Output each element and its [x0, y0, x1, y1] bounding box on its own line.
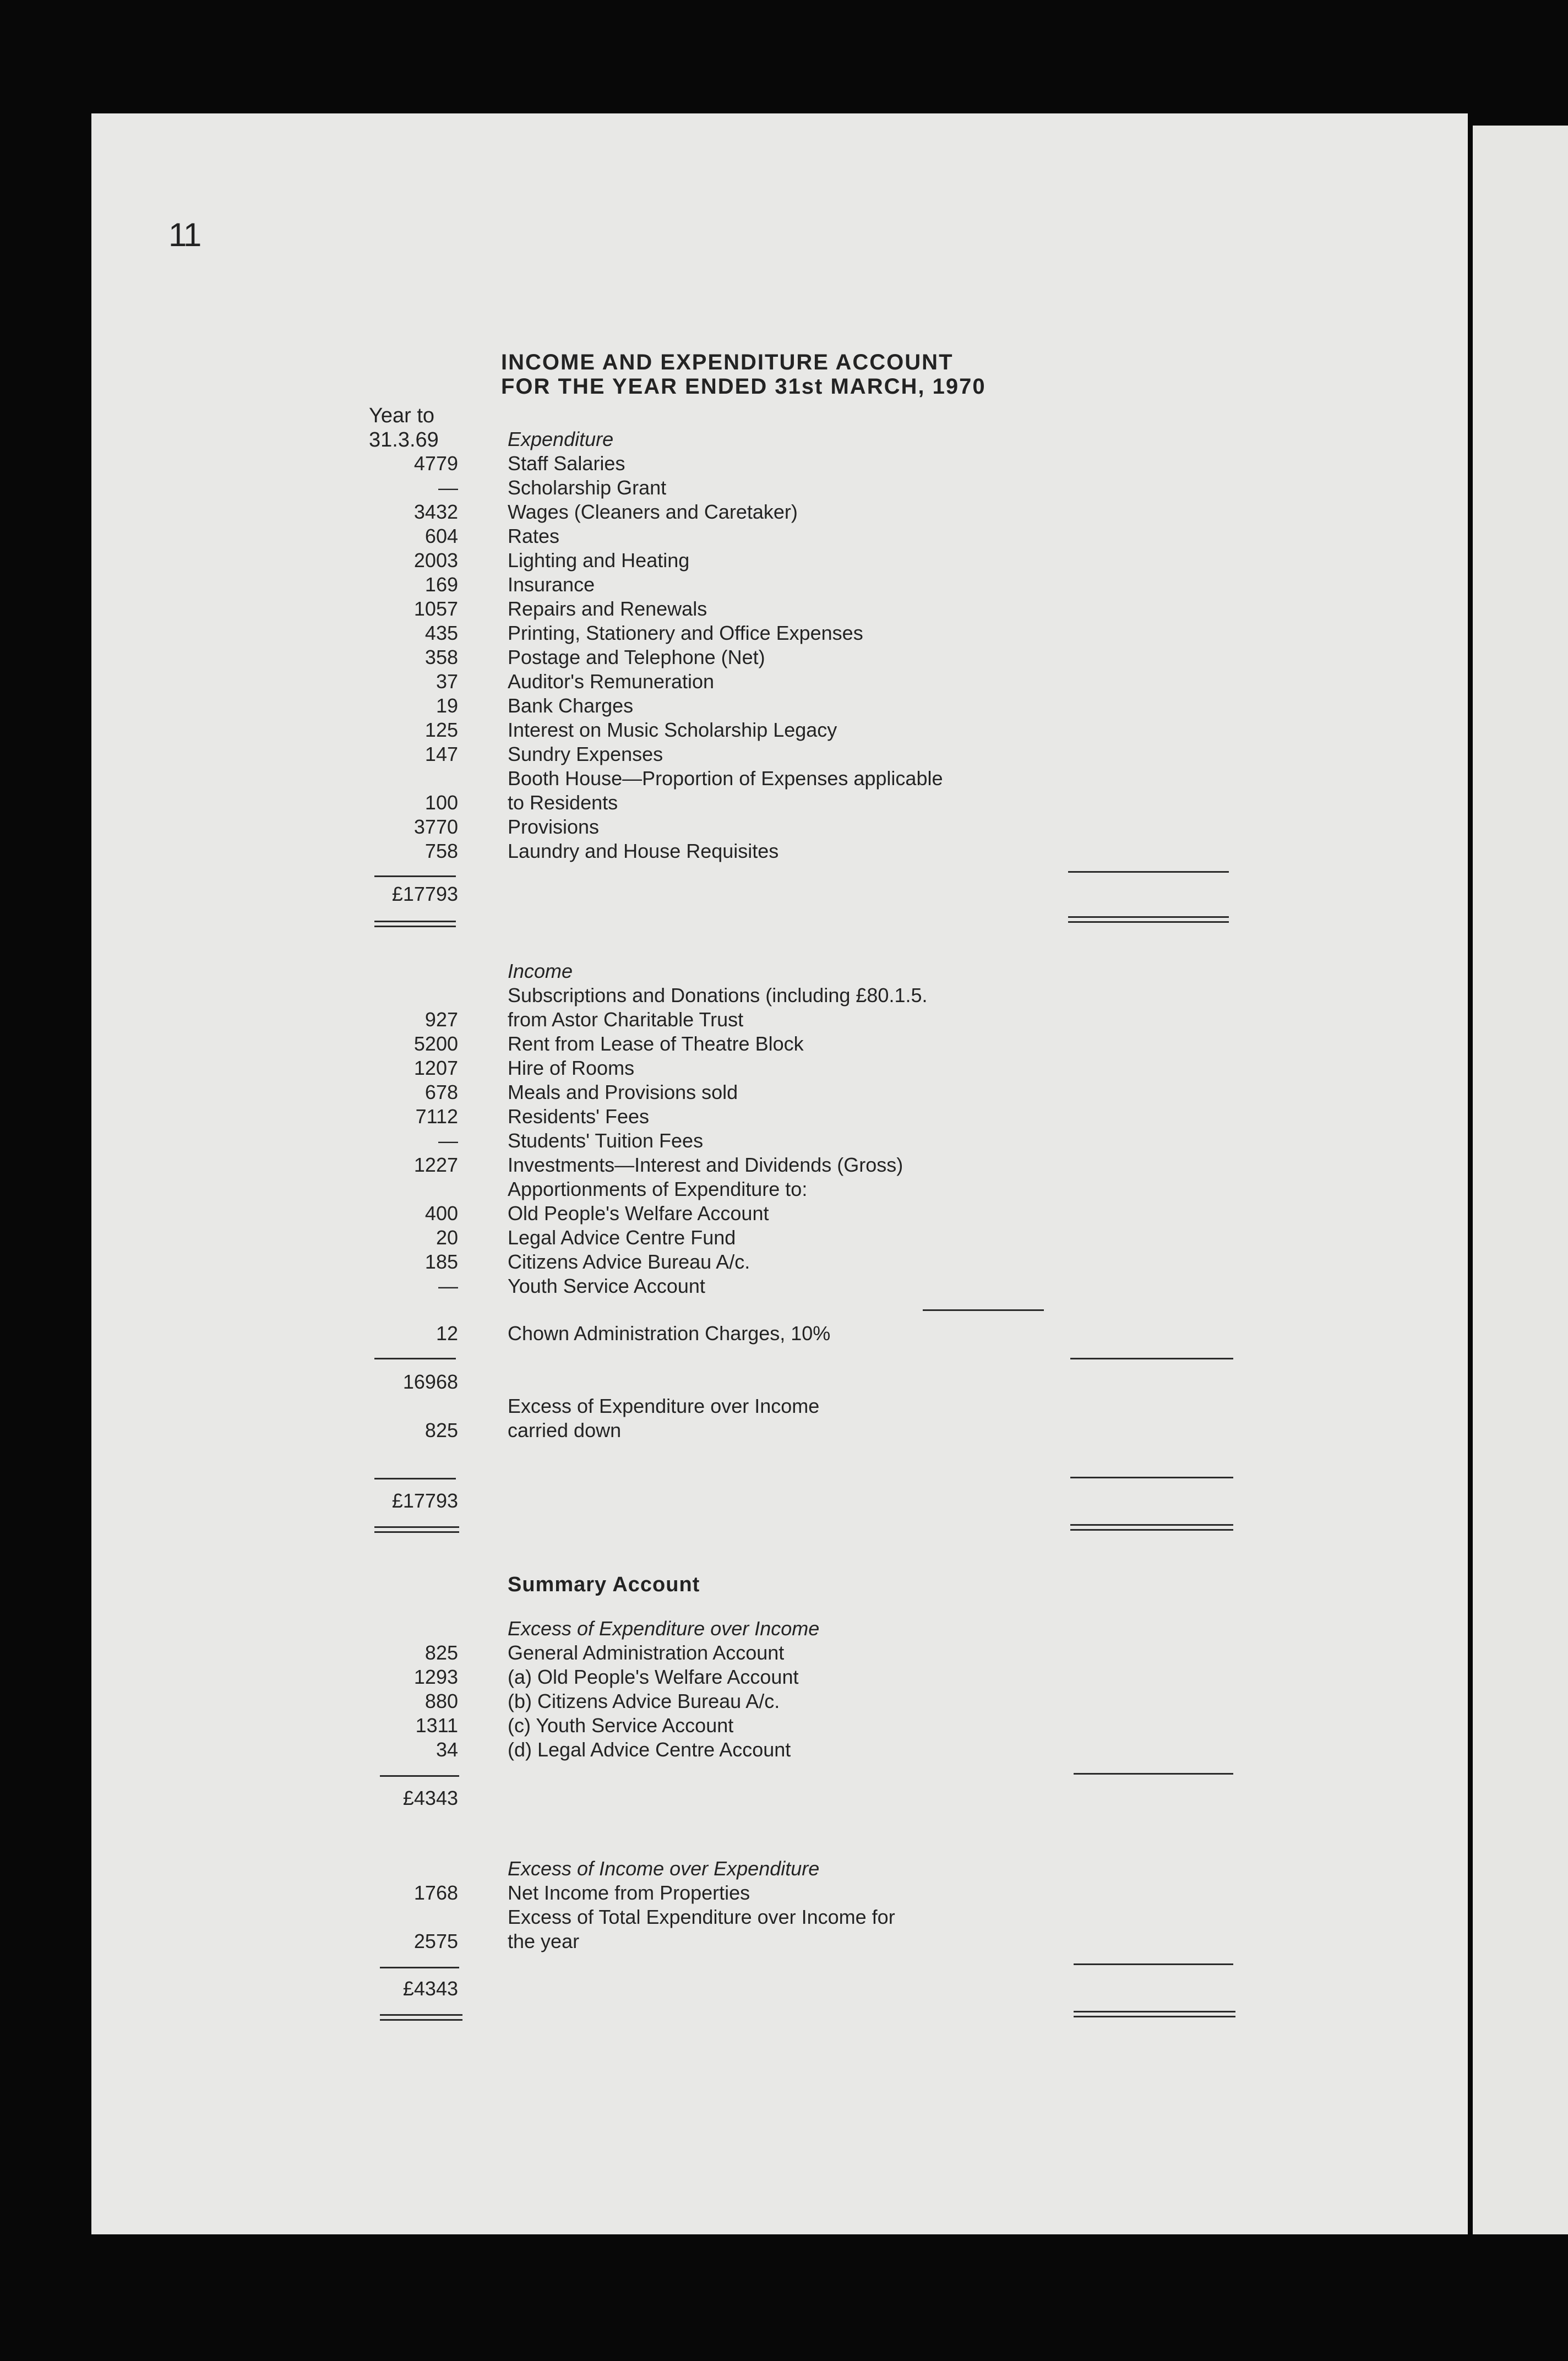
income-row — [0, 1056, 1568, 1080]
row-label: (a) Old People's Welfare Account — [508, 1666, 799, 1688]
year-header-line-2: 31.3.69 — [369, 428, 439, 451]
double-rule — [1074, 2016, 1235, 2017]
row-label: Laundry and House Requisites — [508, 840, 779, 862]
prior-year-value: 1768 — [413, 1881, 458, 1904]
excess-total-row — [0, 1929, 1568, 1954]
summary-row — [0, 1738, 1568, 1762]
row-label: Printing, Stationery and Office Expenses — [508, 622, 863, 644]
prior-year-value: £17793 — [391, 1489, 458, 1512]
prior-year-value: 4779 — [413, 452, 458, 475]
income-row — [0, 1177, 1568, 1201]
prior-year-value: — — [438, 476, 458, 499]
row-label: Rates — [508, 525, 560, 547]
income-row — [0, 1080, 1568, 1105]
rule — [1070, 1477, 1233, 1478]
apportionment-total — [0, 1297, 1568, 1321]
rule — [380, 1967, 459, 1968]
expenditure-row — [0, 815, 1568, 839]
row-label: Subscriptions and Donations (including £80.1.5. — [508, 984, 928, 1007]
year-header-line-1: Year to — [369, 404, 435, 427]
row-label: Lighting and Heating — [508, 549, 690, 572]
summary-heading — [0, 1573, 1568, 1597]
prior-year-value: 1311 — [415, 1714, 458, 1737]
summary-total-2 — [0, 1977, 1568, 2001]
double-rule — [1068, 916, 1229, 918]
expenditure-row — [0, 621, 1568, 645]
row-label: Booth House—Proportion of Expenses applicable — [508, 767, 943, 790]
income-row — [0, 983, 1568, 1008]
expenditure-row — [0, 476, 1568, 500]
row-label: to Residents — [508, 791, 618, 814]
prior-year-value: 20 — [435, 1226, 458, 1249]
income-row — [0, 1129, 1568, 1153]
summary-row — [0, 1641, 1568, 1665]
double-rule — [374, 1526, 459, 1528]
row-label: General Administration Account — [508, 1641, 785, 1664]
rule — [1074, 1773, 1233, 1775]
excess-label-row — [0, 1394, 1568, 1418]
double-rule — [374, 1531, 459, 1533]
row-label: Citizens Advice Bureau A/c. — [508, 1250, 750, 1273]
expenditure-row — [0, 670, 1568, 694]
rule — [1068, 871, 1229, 873]
row-label: Excess of Total Expenditure over Income for — [508, 1906, 895, 1928]
income-heading — [0, 959, 1568, 983]
row-label: Excess of Income over Expenditure — [508, 1857, 820, 1880]
prior-year-value: 2575 — [413, 1930, 458, 1952]
double-rule — [380, 2014, 462, 2016]
expenditure-row — [0, 791, 1568, 815]
prior-year-value: 37 — [435, 670, 458, 693]
expenditure-row — [0, 694, 1568, 718]
prior-year-value: 1207 — [413, 1057, 458, 1079]
row-label: Old People's Welfare Account — [508, 1202, 769, 1225]
income-row — [0, 1032, 1568, 1056]
row-label: Hire of Rooms — [508, 1057, 635, 1079]
summary-row — [0, 1689, 1568, 1713]
row-label: Insurance — [508, 573, 595, 596]
expenditure-row — [0, 718, 1568, 742]
expenditure-row — [0, 839, 1568, 863]
double-rule — [1074, 2011, 1235, 2012]
expenditure-row — [0, 524, 1568, 548]
prior-year-value: 125 — [424, 719, 458, 741]
row-label: Repairs and Renewals — [508, 597, 707, 620]
expenditure-row — [0, 451, 1568, 476]
double-rule — [1068, 921, 1229, 923]
row-label: Chown Administration Charges, 10% — [508, 1322, 831, 1345]
row-label: Bank Charges — [508, 694, 634, 717]
row-label: Students' Tuition Fees — [508, 1129, 704, 1152]
income-row — [0, 1008, 1568, 1032]
row-label: Meals and Provisions sold — [508, 1081, 738, 1103]
double-rule — [1070, 1529, 1233, 1531]
prior-year-value: 758 — [424, 840, 458, 862]
expenditure-row — [0, 500, 1568, 524]
row-label: Provisions — [508, 815, 600, 838]
prior-year-value: 435 — [424, 622, 458, 644]
apportionment-row — [0, 1274, 1568, 1298]
summary-subheading-2 — [0, 1857, 1568, 1881]
prior-year-value: 927 — [424, 1008, 458, 1031]
prior-year-value: 2003 — [413, 549, 458, 572]
row-label: Apportionments of Expenditure to: — [508, 1178, 808, 1200]
prior-year-value: 880 — [424, 1690, 458, 1712]
income-total — [0, 1489, 1568, 1513]
income-row — [0, 1105, 1568, 1129]
row-label: carried down — [508, 1419, 622, 1441]
title-line-2: FOR THE YEAR ENDED 31st MARCH, 1970 — [501, 374, 986, 399]
double-rule — [1070, 1524, 1233, 1526]
double-rule — [374, 926, 456, 927]
row-label: Postage and Telephone (Net) — [508, 646, 765, 668]
prior-year-value: 3432 — [413, 501, 458, 523]
rule — [374, 1478, 456, 1479]
rule — [380, 1775, 459, 1777]
double-rule — [374, 921, 456, 922]
row-label: Interest on Music Scholarship Legacy — [508, 719, 837, 741]
row-label: Youth Service Account — [508, 1275, 705, 1297]
prior-year-value: 5200 — [413, 1032, 458, 1055]
double-rule — [380, 2019, 462, 2021]
prior-year-value: 400 — [424, 1202, 458, 1225]
prior-year-value: — — [438, 1275, 458, 1297]
rule — [1074, 1963, 1233, 1965]
prior-year-value: 1293 — [413, 1666, 458, 1688]
prior-year-value: 825 — [424, 1641, 458, 1664]
prior-year-value: 12 — [435, 1322, 458, 1345]
row-label: Summary Account — [508, 1573, 700, 1596]
row-label: (d) Legal Advice Centre Account — [508, 1738, 791, 1761]
income-row — [0, 1153, 1568, 1177]
expenditure-total — [0, 882, 1568, 906]
prior-year-value: 358 — [424, 646, 458, 668]
row-label: Investments—Interest and Dividends (Gross) — [508, 1154, 903, 1176]
prior-year-value: 100 — [424, 791, 458, 814]
row-label: (b) Citizens Advice Bureau A/c. — [508, 1690, 780, 1712]
prior-year-value: 7112 — [415, 1105, 458, 1128]
prior-year-value: 1057 — [413, 597, 458, 620]
row-label: Income — [508, 960, 573, 982]
row-label: Residents' Fees — [508, 1105, 649, 1128]
prior-year-value: £4343 — [402, 1977, 458, 2000]
row-label: Legal Advice Centre Fund — [508, 1226, 736, 1249]
page-number: 11 — [168, 216, 201, 253]
row-label: Wages (Cleaners and Caretaker) — [508, 501, 798, 523]
expenditure-row — [0, 597, 1568, 621]
row-label: Sundry Expenses — [508, 743, 663, 765]
expenditure-row — [0, 742, 1568, 766]
prior-year-value: 825 — [424, 1419, 458, 1441]
row-label: Staff Salaries — [508, 452, 625, 475]
chown-charges-row — [0, 1321, 1568, 1346]
expenditure-row — [0, 766, 1568, 791]
net-income-row — [0, 1881, 1568, 1905]
apportionment-row — [0, 1201, 1568, 1226]
apportionment-row — [0, 1250, 1568, 1274]
row-label: Auditor's Remuneration — [508, 670, 715, 693]
prior-year-value: 147 — [424, 743, 458, 765]
prior-year-value: 3770 — [413, 815, 458, 838]
prior-year-value: 678 — [424, 1081, 458, 1103]
prior-year-value: 1227 — [413, 1154, 458, 1176]
expenditure-row — [0, 645, 1568, 670]
prior-year-value: 604 — [424, 525, 458, 547]
prior-year-value: £4343 — [402, 1787, 458, 1809]
summary-subheading-1 — [0, 1617, 1568, 1641]
apportionment-row — [0, 1226, 1568, 1250]
rule — [374, 875, 456, 877]
prior-year-value: — — [438, 1129, 458, 1152]
row-label: Excess of Expenditure over Income — [508, 1617, 820, 1640]
row-label: Rent from Lease of Theatre Block — [508, 1032, 804, 1055]
rule — [374, 1358, 456, 1359]
expenditure-row — [0, 573, 1568, 597]
row-label: Scholarship Grant — [508, 476, 667, 499]
row-label: Expenditure — [508, 428, 614, 450]
income-subtotal — [0, 1370, 1568, 1394]
prior-year-value: £17793 — [391, 883, 458, 905]
row-label: from Astor Charitable Trust — [508, 1008, 744, 1031]
rule — [1070, 1358, 1233, 1359]
prior-year-value: 16968 — [402, 1370, 458, 1393]
excess-total-label-row — [0, 1905, 1568, 1929]
prior-year-value: 185 — [424, 1250, 458, 1273]
excess-carried-down — [0, 1418, 1568, 1443]
summary-row — [0, 1713, 1568, 1738]
prior-year-value: 169 — [424, 573, 458, 596]
row-label: Excess of Expenditure over Income — [508, 1395, 820, 1417]
row-label: Net Income from Properties — [508, 1881, 750, 1904]
expenditure-row — [0, 548, 1568, 573]
prior-year-value: 19 — [435, 694, 458, 717]
summary-row — [0, 1665, 1568, 1689]
summary-total-1 — [0, 1786, 1568, 1810]
prior-year-value: 34 — [435, 1738, 458, 1761]
row-label: the year — [508, 1930, 580, 1952]
row-label: (c) Youth Service Account — [508, 1714, 734, 1737]
title-line-1: INCOME AND EXPENDITURE ACCOUNT — [501, 350, 954, 374]
expenditure-heading — [0, 427, 1568, 451]
